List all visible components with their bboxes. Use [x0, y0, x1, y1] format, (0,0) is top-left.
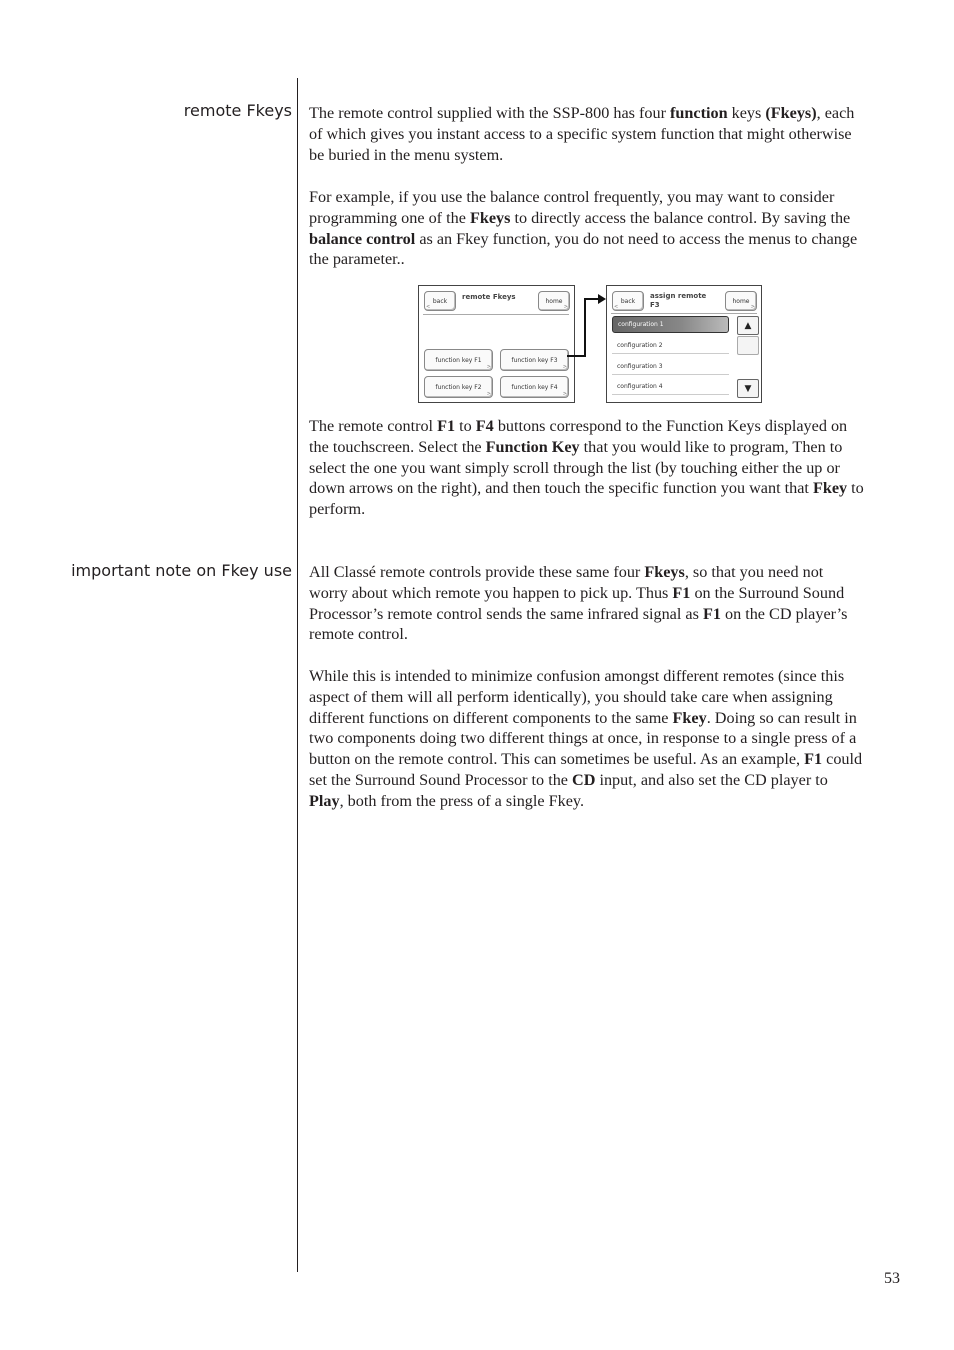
connector-line	[584, 298, 586, 357]
function-key-label: function key F2	[435, 383, 482, 391]
section-heading-important-note: important note on Fkey use	[71, 561, 292, 580]
scroll-track[interactable]	[737, 336, 759, 355]
scroll-up-button[interactable]	[737, 316, 759, 335]
bold-term: Fkey	[672, 708, 707, 727]
home-label: home	[732, 297, 750, 305]
list-item-configuration-1[interactable]: configuration 1	[612, 316, 729, 333]
home-arrow-icon: >	[563, 304, 568, 310]
screen-title: assign remote	[650, 292, 707, 300]
back-arrow-icon: <	[426, 304, 431, 310]
touchscreen-remote-fkeys	[418, 285, 575, 403]
scroll-down-button[interactable]	[737, 379, 759, 398]
text-run: that you would like to program, Then to select the one you want simply scroll through the list (by touching either the up or down arrows on the right), and then touch the specific function you want that	[309, 437, 843, 498]
text-run: . Doing so can result in two components doing two different things at once, in response to a single press of a button on the remote control. This can sometimes be useful. As an example,	[309, 708, 857, 769]
bold-term: Function Key	[485, 437, 580, 456]
text-run: on the Surround Sound Processor’s remote control sends the same infrared signal as	[309, 583, 845, 623]
bold-term: F1	[804, 750, 823, 769]
bold-term: F1	[437, 417, 456, 435]
header-divider	[611, 313, 757, 314]
text-run: to	[455, 417, 476, 435]
bold-term: CD	[572, 770, 596, 789]
bold-term: F1	[672, 583, 691, 602]
paragraph	[309, 666, 865, 812]
arrow-icon: >	[486, 364, 491, 370]
paragraph	[309, 416, 865, 520]
bold-term: function	[670, 104, 728, 122]
page-number: 53	[884, 1270, 900, 1287]
home-button[interactable]	[725, 291, 757, 311]
paragraph	[309, 562, 865, 645]
list-item-configuration-4[interactable]: configuration 4	[612, 378, 729, 395]
function-key-f1-button[interactable]	[424, 349, 493, 371]
text-run: keys	[727, 104, 766, 122]
bold-term: Fkeys	[469, 208, 511, 227]
arrow-head-icon	[598, 294, 606, 304]
paragraph	[309, 187, 865, 270]
text-run: , both from the press of a single Fkey.	[339, 791, 584, 810]
home-arrow-icon: >	[750, 304, 755, 310]
down-arrow-icon: ▼	[744, 383, 752, 394]
text-run: buttons correspond to the Function Keys displayed on the touchscreen. Select the	[309, 417, 848, 456]
screen-subtitle: F3	[650, 301, 660, 309]
back-button[interactable]	[424, 291, 456, 311]
paragraph	[309, 103, 865, 165]
touchscreen-assign-remote	[606, 285, 762, 403]
screen-title: remote Fkeys	[462, 293, 516, 301]
home-label: home	[545, 297, 563, 305]
text-run: , so that you need not worry about which remote you happen to pick up. Thus	[309, 563, 824, 602]
text-run: , each of which gives you instant access to a specific system function that might otherwise be buried in the menu system.	[309, 104, 855, 164]
function-key-f3-button[interactable]	[500, 349, 569, 371]
list-item-configuration-3[interactable]: configuration 3	[612, 358, 729, 375]
bold-term: F4	[475, 417, 494, 435]
back-arrow-icon: <	[614, 304, 619, 310]
function-key-f2-button[interactable]	[424, 376, 493, 398]
header-divider	[423, 314, 569, 315]
text-run: as an Fkey function, you do not need to access the menus to change the parameter..	[309, 229, 858, 269]
text-run: input, and also set the CD player to	[595, 770, 828, 789]
text-run: to directly access the balance control. By saving the	[510, 208, 851, 227]
connector-line	[567, 355, 585, 357]
bold-term: Fkeys	[644, 563, 685, 581]
text-run: to perform.	[309, 479, 864, 519]
bold-term: Play	[309, 791, 340, 810]
function-key-f4-button[interactable]	[500, 376, 569, 398]
up-arrow-icon: ▲	[744, 320, 752, 331]
bold-term: F1	[702, 604, 721, 623]
text-run: could set the Surround Sound Processor to the	[309, 750, 863, 789]
home-button[interactable]	[538, 291, 570, 311]
arrow-icon: >	[562, 364, 567, 370]
section-heading-remote-fkeys: remote Fkeys	[183, 101, 292, 120]
column-rule	[297, 78, 298, 1272]
function-key-label: function key F1	[435, 356, 482, 364]
arrow-icon: >	[486, 391, 491, 397]
function-key-label: function key F3	[511, 356, 558, 364]
list-item-configuration-2[interactable]: configuration 2	[612, 337, 729, 354]
bold-term: balance control	[309, 229, 416, 248]
back-label: back	[620, 297, 636, 305]
arrow-icon: >	[562, 391, 567, 397]
back-button[interactable]	[612, 291, 644, 311]
function-key-label: function key F4	[511, 383, 558, 391]
text-run: All Classé remote controls provide these same four	[309, 563, 645, 581]
text-run: on the CD player’s remote control.	[309, 604, 848, 644]
back-label: back	[432, 297, 448, 305]
text-run: While this is intended to minimize confusion amongst different remotes (since this aspect of them will all perform identically), you should take care when assigning different functions on different components to the same	[309, 667, 845, 727]
text-run: The remote control	[309, 417, 438, 435]
text-run: For example, if you use the balance control frequently, you may want to consider programming one of the	[309, 188, 835, 227]
text-run: The remote control supplied with the SSP-800 has four	[309, 104, 671, 122]
bold-term: Fkey	[812, 479, 848, 498]
bold-term: (Fkeys)	[765, 104, 817, 122]
